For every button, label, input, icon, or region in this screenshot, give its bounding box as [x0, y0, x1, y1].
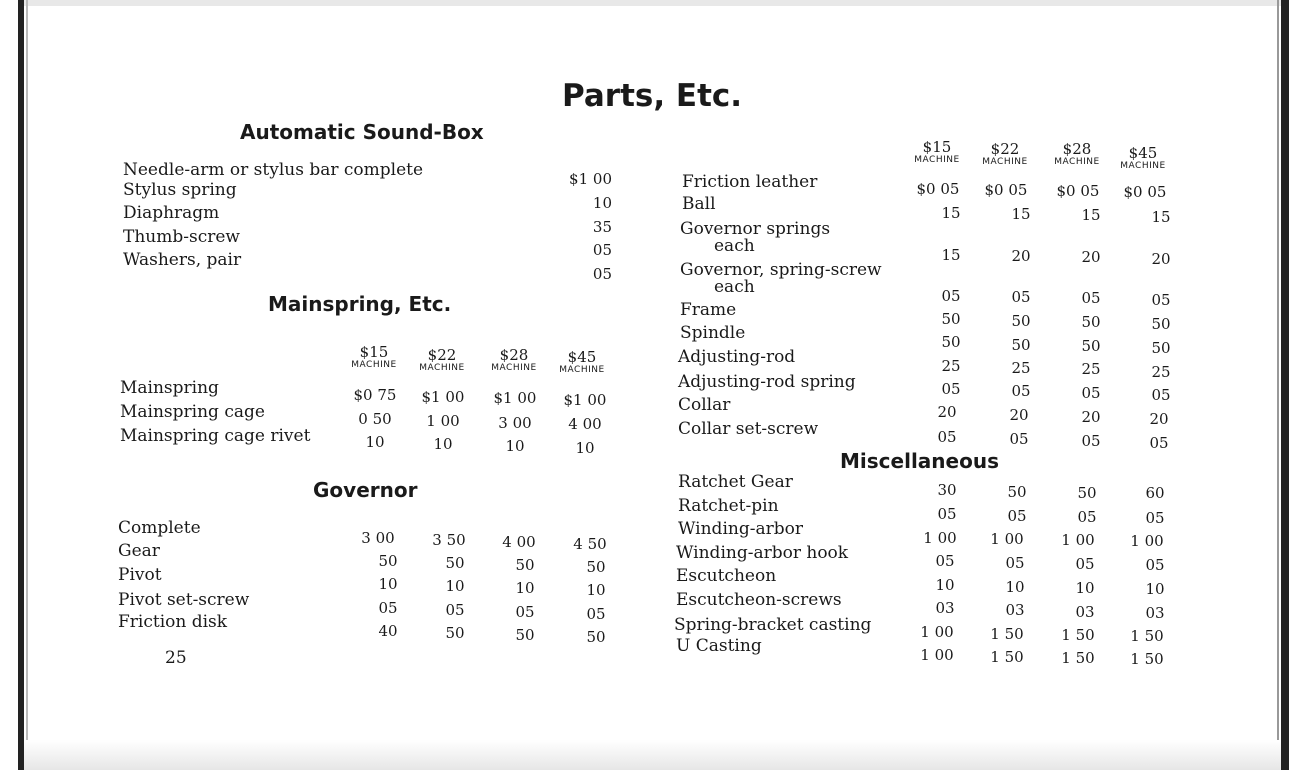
- misc-item-name: Spring-bracket casting: [674, 615, 872, 635]
- price-cell: 20: [1151, 250, 1171, 268]
- price-cell: 30: [937, 481, 957, 499]
- sound-box-item-name: Thumb-screw: [123, 227, 240, 247]
- misc-item-name: Winding-arbor: [678, 519, 803, 539]
- price-cell: 20: [1011, 247, 1031, 265]
- price-cell: 50: [941, 333, 961, 351]
- mainspring-item-name: Mainspring cage: [120, 402, 265, 422]
- price-cell: 50: [1151, 339, 1171, 357]
- page-edge-right-shadow: [1277, 0, 1279, 770]
- sound-box-item-price: 10: [592, 194, 612, 212]
- price-cell: 05: [937, 505, 957, 523]
- price-cell: 05: [1005, 554, 1025, 572]
- price-cell: 1 50: [990, 648, 1024, 666]
- sound-box-item-name: Washers, pair: [123, 250, 242, 270]
- governor-item-name: Friction disk: [118, 612, 228, 632]
- price-cell: $0 05: [1056, 182, 1100, 200]
- miscellaneous-heading: Miscellaneous: [840, 449, 999, 473]
- part-name: Collar set-screw: [678, 419, 819, 439]
- misc-item-name: Winding-arbor hook: [676, 543, 849, 563]
- mainspring-item-name: Mainspring: [120, 378, 219, 398]
- price-cell: 03: [1075, 603, 1095, 621]
- price-cell: 50: [1007, 483, 1027, 501]
- price-cell: 05: [515, 603, 535, 621]
- price-cell: 15: [1081, 206, 1101, 224]
- misc-item-name: Ratchet Gear: [678, 472, 793, 492]
- sound-box-item-name: Diaphragm: [123, 203, 220, 223]
- price-cell: 10: [433, 435, 453, 453]
- page-edge-right: [1281, 0, 1289, 770]
- sound-box-item-name: Stylus spring: [123, 180, 237, 200]
- sound-box-item-price: $1 00: [569, 170, 612, 188]
- governor-item-name: Gear: [118, 541, 160, 561]
- price-cell: 15: [941, 204, 961, 222]
- price-cell: 05: [1145, 509, 1165, 527]
- machine-header: $22 MACHINE: [982, 140, 1028, 167]
- price-cell: 05: [935, 552, 955, 570]
- sound-box-item-price: 05: [592, 265, 612, 283]
- price-cell: 10: [365, 433, 385, 451]
- sound-box-item-price: 05: [592, 241, 612, 259]
- price-cell: 05: [586, 605, 606, 623]
- price-cell: 05: [1081, 289, 1101, 307]
- part-name: Ball: [682, 194, 716, 214]
- part-subtitle: each: [714, 236, 755, 256]
- page-top-edge: [24, 0, 1281, 6]
- price-cell: 50: [586, 628, 606, 646]
- page-binding-shadow: [26, 0, 28, 770]
- price-cell: 10: [1075, 579, 1095, 597]
- part-name: Adjusting-rod: [678, 347, 796, 367]
- price-cell: 15: [1151, 208, 1171, 226]
- price-cell: 1 00: [920, 623, 954, 641]
- price-cell: 4 00: [502, 533, 536, 551]
- price-cell: 1 50: [1061, 626, 1095, 644]
- part-subtitle: each: [714, 277, 755, 297]
- price-cell: 15: [1011, 205, 1031, 223]
- governor-heading: Governor: [313, 478, 418, 502]
- part-name: Governor springs: [680, 219, 831, 239]
- price-cell: 10: [575, 439, 595, 457]
- misc-item-name: Escutcheon: [676, 566, 777, 586]
- page-title: Parts, Etc.: [562, 78, 743, 114]
- price-cell: 1 00: [920, 646, 954, 664]
- machine-header: $22 MACHINE: [419, 346, 465, 373]
- price-cell: 05: [378, 599, 398, 617]
- mainspring-heading: Mainspring, Etc.: [268, 292, 452, 316]
- part-name: Governor, spring-screw: [680, 260, 882, 280]
- price-cell: 10: [586, 581, 606, 599]
- price-cell: 50: [1151, 315, 1171, 333]
- page-binding-left: [18, 0, 24, 770]
- price-cell: $1 00: [493, 389, 537, 407]
- price-cell: $1 00: [421, 388, 465, 406]
- machine-header: $28 MACHINE: [1054, 140, 1100, 167]
- price-cell: 1 50: [990, 625, 1024, 643]
- price-cell: 50: [941, 310, 961, 328]
- price-cell: 05: [1151, 386, 1171, 404]
- part-name: Adjusting-rod spring: [678, 372, 856, 392]
- price-cell: $1 00: [563, 391, 607, 409]
- price-cell: 10: [378, 575, 398, 593]
- governor-item-name: Complete: [118, 518, 201, 538]
- price-cell: 50: [515, 556, 535, 574]
- price-cell: 10: [1145, 580, 1165, 598]
- price-cell: 05: [1009, 430, 1029, 448]
- price-cell: 05: [1151, 291, 1171, 309]
- price-cell: 50: [515, 626, 535, 644]
- price-cell: 20: [1081, 248, 1101, 266]
- price-cell: 3 00: [498, 414, 532, 432]
- price-cell: 50: [1011, 336, 1031, 354]
- price-cell: 50: [1081, 313, 1101, 331]
- price-cell: 05: [937, 428, 957, 446]
- misc-item-name: Ratchet-pin: [678, 496, 779, 516]
- misc-item-name: Escutcheon-screws: [676, 590, 842, 610]
- price-cell: 1 00: [990, 530, 1024, 548]
- price-cell: 1 00: [1130, 532, 1164, 550]
- price-cell: 60: [1145, 484, 1165, 502]
- price-cell: 10: [505, 437, 525, 455]
- price-cell: $0 05: [984, 181, 1028, 199]
- page-bottom-edge: [24, 740, 1281, 770]
- sound-box-heading: Automatic Sound-Box: [240, 120, 484, 144]
- price-cell: 1 50: [1061, 649, 1095, 667]
- machine-header: $45 MACHINE: [559, 348, 605, 375]
- part-name: Friction leather: [682, 172, 818, 192]
- price-cell: 05: [445, 601, 465, 619]
- machine-header: $15 MACHINE: [914, 138, 960, 165]
- machine-header: $15 MACHINE: [351, 343, 397, 370]
- price-cell: 15: [941, 246, 961, 264]
- sound-box-item-name: Needle-arm or stylus bar complete: [123, 160, 424, 180]
- price-cell: 03: [1145, 604, 1165, 622]
- price-cell: 50: [1081, 337, 1101, 355]
- price-cell: 25: [941, 357, 961, 375]
- price-cell: 1 50: [1130, 627, 1164, 645]
- price-cell: 05: [941, 380, 961, 398]
- price-cell: 50: [445, 624, 465, 642]
- part-name: Frame: [680, 300, 737, 320]
- price-cell: 10: [1005, 578, 1025, 596]
- price-cell: 05: [1081, 432, 1101, 450]
- price-cell: $0 05: [916, 180, 960, 198]
- price-cell: 50: [445, 554, 465, 572]
- machine-header: $45 MACHINE: [1120, 144, 1166, 171]
- price-cell: 4 50: [573, 535, 607, 553]
- price-cell: 05: [1081, 384, 1101, 402]
- price-cell: 05: [1077, 508, 1097, 526]
- price-cell: 03: [1005, 601, 1025, 619]
- price-cell: 25: [1081, 360, 1101, 378]
- page-number: 25: [165, 648, 187, 668]
- price-cell: $0 05: [1123, 183, 1167, 201]
- price-cell: 05: [1145, 556, 1165, 574]
- price-cell: 20: [1081, 408, 1101, 426]
- price-cell: 10: [445, 577, 465, 595]
- price-cell: 05: [1011, 288, 1031, 306]
- price-cell: 0 50: [358, 410, 392, 428]
- price-cell: 4 00: [568, 415, 602, 433]
- price-cell: 10: [935, 576, 955, 594]
- price-cell: 1 00: [923, 529, 957, 547]
- price-cell: 20: [1149, 410, 1169, 428]
- price-cell: 25: [1011, 359, 1031, 377]
- price-cell: 1 50: [1130, 650, 1164, 668]
- price-cell: 3 50: [432, 531, 466, 549]
- price-cell: 50: [1077, 484, 1097, 502]
- price-cell: 50: [378, 552, 398, 570]
- price-cell: 1 00: [426, 412, 460, 430]
- price-cell: 20: [937, 403, 957, 421]
- price-cell: 10: [515, 579, 535, 597]
- governor-item-name: Pivot: [118, 565, 162, 585]
- misc-item-name: U Casting: [676, 636, 762, 656]
- price-cell: 25: [1151, 363, 1171, 381]
- governor-item-name: Pivot set-screw: [118, 590, 250, 610]
- price-cell: 1 00: [1061, 531, 1095, 549]
- price-cell: 05: [941, 287, 961, 305]
- price-cell: 20: [1009, 406, 1029, 424]
- price-cell: 05: [1007, 507, 1027, 525]
- sound-box-item-price: 35: [592, 218, 612, 236]
- price-cell: 05: [1149, 434, 1169, 452]
- price-cell: 05: [1075, 555, 1095, 573]
- mainspring-item-name: Mainspring cage rivet: [120, 426, 311, 446]
- price-cell: 50: [586, 558, 606, 576]
- part-name: Collar: [678, 395, 731, 415]
- price-cell: 3 00: [361, 529, 395, 547]
- price-cell: 05: [1011, 382, 1031, 400]
- price-cell: 50: [1011, 312, 1031, 330]
- machine-header: $28 MACHINE: [491, 346, 537, 373]
- price-cell: 03: [935, 599, 955, 617]
- part-name: Spindle: [680, 323, 746, 343]
- price-cell: 40: [378, 622, 398, 640]
- price-cell: $0 75: [353, 386, 397, 404]
